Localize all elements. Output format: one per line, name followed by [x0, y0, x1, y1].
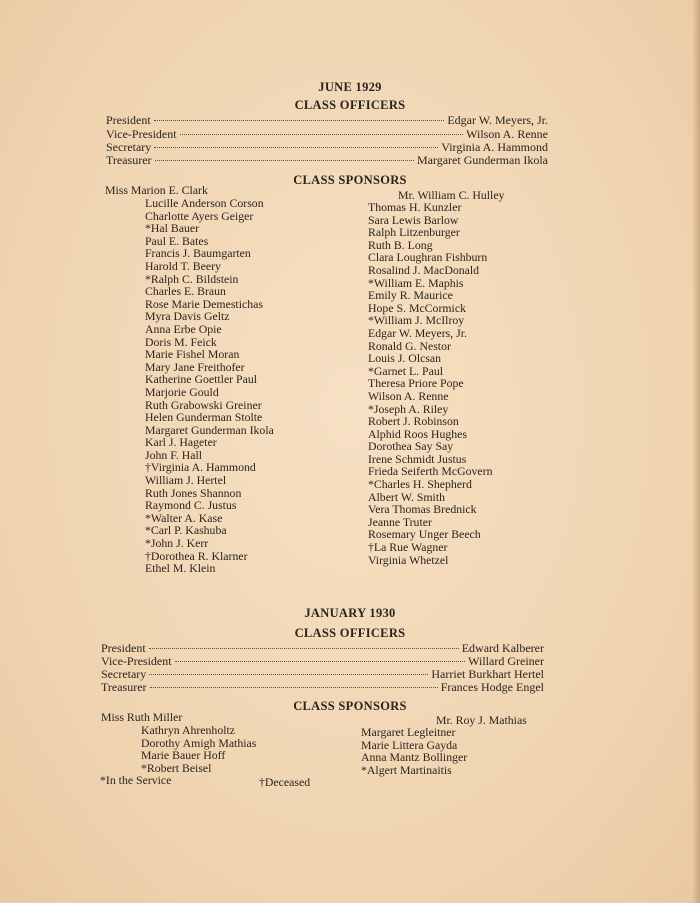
- january-officers-heading: CLASS OFFICERS: [294, 626, 406, 640]
- member-name: *Joseph A. Riley: [368, 401, 449, 416]
- member-name: *Algert Martinaitis: [361, 762, 452, 777]
- officer-name: Wilson A. Renne: [466, 127, 548, 141]
- member-name: *John J. Kerr: [145, 536, 209, 551]
- member-name: Raymond C. Justus: [145, 498, 237, 513]
- member-name: Ruth Jones Shannon: [145, 485, 242, 500]
- officer-name: Virginia A. Hammond: [441, 140, 548, 154]
- officer-name: Frances Hodge Engel: [440, 680, 544, 694]
- member-name: Charles E. Braun: [145, 284, 226, 299]
- june-left-member-list: [145, 197, 274, 575]
- member-name: Margaret Legleitner: [361, 725, 456, 739]
- member-name: Virginia Whetzel: [368, 552, 449, 567]
- member-name: Emily R. Maurice: [368, 288, 453, 303]
- member-name: Vera Thomas Brednick: [368, 502, 477, 517]
- member-name: John F. Hall: [145, 447, 203, 462]
- officer-role: Secretary: [101, 667, 147, 681]
- member-name: Myra Davis Geltz: [145, 309, 230, 324]
- officer-name: Willard Greiner: [468, 654, 544, 668]
- member-name: *Ralph C. Bildstein: [145, 271, 239, 286]
- member-name: Francis J. Baumgarten: [145, 246, 251, 261]
- january-section-title: JANUARY 1930: [304, 606, 396, 620]
- january-officer-treasurer: [101, 680, 544, 695]
- member-name: Clara Loughran Fishburn: [368, 250, 488, 265]
- officer-name: Edgar W. Meyers, Jr.: [447, 113, 548, 127]
- member-name: Wilson A. Renne: [368, 388, 449, 403]
- member-name: Edgar W. Meyers, Jr.: [368, 325, 467, 340]
- member-name: Kathryn Ahrenholtz: [141, 723, 236, 737]
- june-sponsors-heading: CLASS SPONSORS: [293, 173, 407, 187]
- member-name: Hope S. McCormick: [368, 300, 466, 315]
- leader-dots: [150, 687, 438, 688]
- member-name: *Hal Bauer: [145, 221, 200, 236]
- member-name: Sara Lewis Barlow: [368, 212, 459, 227]
- member-name: *Charles H. Shepherd: [368, 477, 472, 492]
- january-sponsors-heading: CLASS SPONSORS: [293, 699, 407, 713]
- member-name: Harold T. Beery: [145, 258, 221, 273]
- member-name: Ethel M. Klein: [145, 561, 216, 576]
- member-name: *Garnet L. Paul: [368, 363, 444, 378]
- member-name: †Dorothea R. Klarner: [145, 548, 248, 563]
- officer-name: Margaret Gunderman Ikola: [416, 153, 548, 167]
- member-name: *William E. Maphis: [368, 275, 464, 290]
- officer-role: Secretary: [106, 140, 152, 154]
- member-name: Rose Marie Demestichas: [145, 296, 263, 311]
- leader-dots: [154, 147, 438, 148]
- member-name: *Robert Beisel: [141, 760, 212, 775]
- member-name: Dorothy Amigh Mathias: [141, 735, 257, 750]
- member-name: Marjorie Gould: [145, 384, 219, 399]
- member-name: Paul E. Bates: [145, 233, 209, 248]
- member-name: *Walter A. Kase: [145, 510, 223, 525]
- leader-dots: [149, 674, 428, 675]
- leader-dots: [154, 120, 445, 121]
- june-sponsor-right: Mr. William C. Hulley: [398, 188, 505, 202]
- member-name: Doris M. Feick: [145, 334, 217, 349]
- member-name: Dorothea Say Say: [368, 439, 454, 454]
- member-name: Albert W. Smith: [368, 489, 446, 504]
- member-name: Robert J. Robinson: [368, 414, 459, 429]
- member-name: Helen Gunderman Stolte: [145, 410, 263, 425]
- member-name: Charlotte Ayers Geiger: [145, 208, 254, 223]
- june-officer-treasurer: [106, 153, 548, 168]
- member-name: *Carl P. Kashuba: [145, 523, 227, 538]
- member-name: Ruth Grabowski Greiner: [145, 397, 262, 412]
- member-name: Marie Fishel Moran: [145, 347, 240, 362]
- member-name: William J. Hertel: [145, 473, 227, 488]
- footnote-deceased: †Deceased: [259, 775, 311, 789]
- january-sponsor-left: Miss Ruth Miller: [101, 710, 183, 724]
- member-name: *William J. McIlroy: [368, 313, 465, 328]
- member-name: †Virginia A. Hammond: [145, 460, 256, 475]
- member-name: Anna Erbe Opie: [145, 321, 222, 336]
- member-name: Alphid Roos Hughes: [368, 426, 467, 441]
- leader-dots: [149, 648, 459, 649]
- member-name: Anna Mantz Bollinger: [361, 750, 468, 765]
- january-right-member-list: [361, 726, 467, 776]
- member-name: Mary Jane Freithofer: [145, 359, 245, 374]
- officer-role: President: [106, 113, 151, 127]
- footnote-in-service: *In the Service: [100, 773, 172, 787]
- june-officer-president: [106, 113, 548, 128]
- leader-dots: [175, 661, 466, 662]
- june-officers-heading: CLASS OFFICERS: [294, 98, 406, 112]
- officer-role: Vice-President: [106, 127, 177, 141]
- june-sponsor-left: Miss Marion E. Clark: [105, 183, 208, 197]
- member-name: Margaret Gunderman Ikola: [145, 422, 274, 437]
- member-name: Rosalind J. MacDonald: [368, 262, 480, 277]
- officer-role: Treasurer: [106, 153, 152, 167]
- officer-name: Harriet Burkhart Hertel: [431, 667, 544, 681]
- member-name: Jeanne Truter: [368, 514, 432, 529]
- officer-name: Edward Kalberer: [461, 641, 544, 655]
- june-section-title: JUNE 1929: [318, 80, 382, 94]
- member-name: Ronald G. Nestor: [368, 338, 451, 353]
- page-edge-shadow: [692, 0, 700, 903]
- member-name: Katherine Goettler Paul: [145, 372, 258, 387]
- member-name: Theresa Priore Pope: [368, 376, 464, 391]
- member-name: Marie Littera Gayda: [361, 737, 458, 752]
- june-right-member-list: [368, 201, 492, 566]
- january-sponsor-right: Mr. Roy J. Mathias: [436, 713, 527, 727]
- member-name: Ruth B. Long: [368, 237, 433, 252]
- member-name: †La Rue Wagner: [368, 540, 448, 555]
- january-left-member-list: [141, 724, 256, 774]
- member-name: Marie Bauer Hoff: [141, 748, 226, 763]
- member-name: Irene Schmidt Justus: [368, 451, 467, 466]
- member-name: Lucille Anderson Corson: [145, 196, 264, 210]
- member-name: Rosemary Unger Beech: [368, 527, 481, 542]
- member-name: Louis J. Olcsan: [368, 351, 442, 366]
- leader-dots: [180, 134, 464, 135]
- member-name: Ralph Litzenburger: [368, 225, 460, 240]
- member-name: Karl J. Hageter: [145, 435, 217, 450]
- officer-role: Vice-President: [101, 654, 172, 668]
- member-name: Thomas H. Kunzler: [368, 200, 462, 214]
- officer-role: Treasurer: [101, 680, 147, 694]
- leader-dots: [155, 160, 414, 161]
- member-name: Frieda Seiferth McGovern: [368, 464, 493, 479]
- officer-role: President: [101, 641, 146, 655]
